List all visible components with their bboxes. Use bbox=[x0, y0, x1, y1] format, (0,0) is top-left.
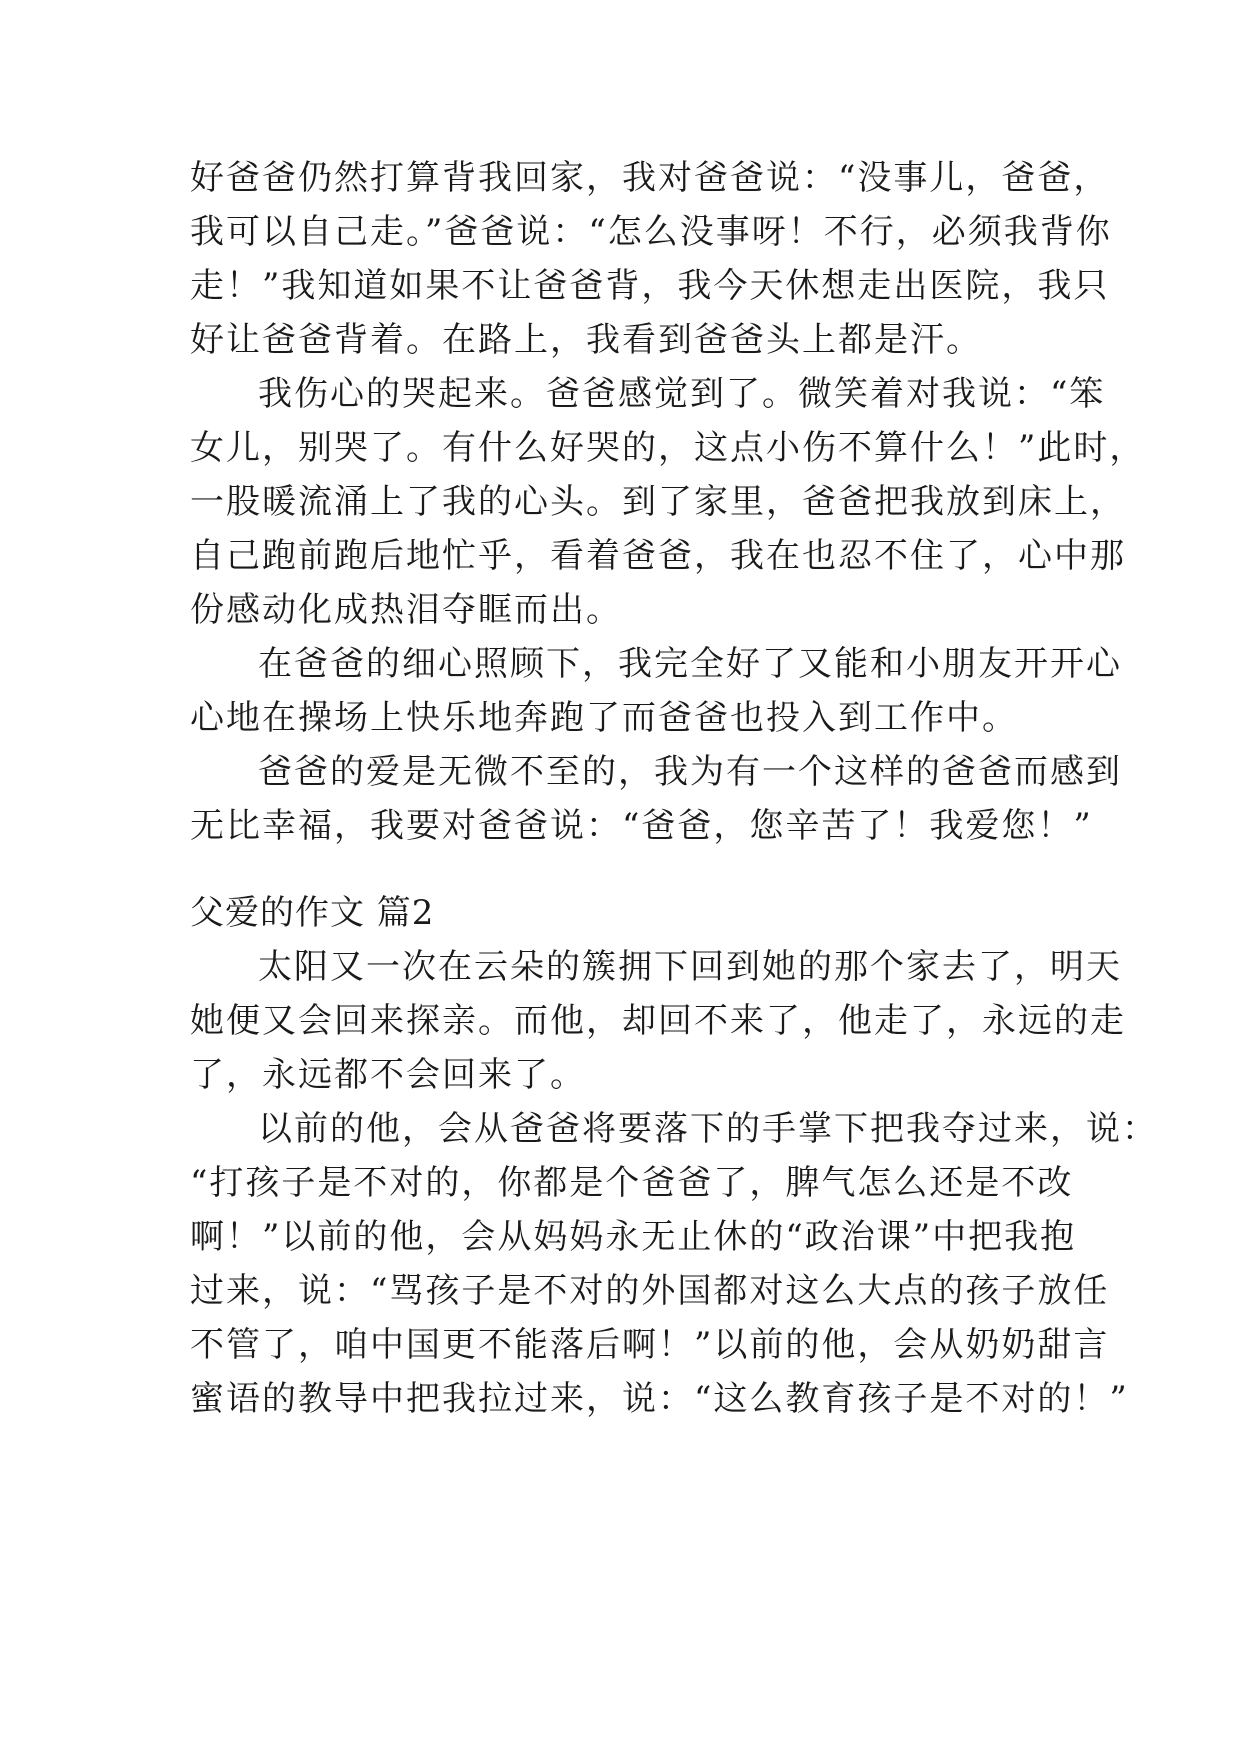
paragraph-line: 我可以自己走。”爸爸说：“怎么没事呀！不行，必须我背你 bbox=[190, 212, 1112, 252]
paragraph-line: 啊！”以前的他，会从妈妈永无止休的“政治课”中把我抱 bbox=[190, 1217, 1077, 1257]
paragraph-line: 了，永远都不会回来了。 bbox=[190, 1055, 586, 1095]
paragraph-line: 心地在操场上快乐地奔跑了而爸爸也投入到工作中。 bbox=[190, 698, 1018, 738]
paragraph-line: 不管了，咱中国更不能落后啊！”以前的他，会从奶奶甜言 bbox=[190, 1325, 1110, 1365]
paragraph-line: 以前的他，会从爸爸将要落下的手掌下把我夺过来，说： bbox=[258, 1109, 1158, 1149]
paragraph-line: 无比幸福，我要对爸爸说：“爸爸，您辛苦了！我爱您！” bbox=[190, 806, 1093, 846]
paragraph-line: 走！”我知道如果不让爸爸背，我今天休想走出医院，我只 bbox=[190, 266, 1110, 306]
section-heading: 父爱的作文 篇2 bbox=[190, 893, 435, 933]
paragraph-line: 好让爸爸背着。在路上，我看到爸爸头上都是汗。 bbox=[190, 320, 982, 360]
paragraph-line: “打孩子是不对的，你都是个爸爸了，脾气怎么还是不改 bbox=[190, 1163, 1074, 1203]
paragraph-line: 她便又会回来探亲。而他，却回不来了，他走了，永远的走 bbox=[190, 1001, 1126, 1041]
paragraph-line: 好爸爸仍然打算背我回家，我对爸爸说：“没事儿，爸爸， bbox=[190, 158, 1110, 198]
paragraph-line: 爸爸的爱是无微不至的，我为有一个这样的爸爸而感到 bbox=[258, 752, 1122, 792]
paragraph-line: 在爸爸的细心照顾下，我完全好了又能和小朋友开开心 bbox=[258, 644, 1122, 684]
paragraph-line: 过来，说：“骂孩子是不对的外国都对这么大点的孩子放任 bbox=[190, 1271, 1110, 1311]
paragraph-line: 一股暖流涌上了我的心头。到了家里，爸爸把我放到床上， bbox=[190, 482, 1126, 522]
paragraph-line: 份感动化成热泪夺眶而出。 bbox=[190, 590, 622, 630]
paragraph-line: 我伤心的哭起来。爸爸感觉到了。微笑着对我说：“笨 bbox=[258, 374, 1106, 414]
paragraph-line: 太阳又一次在云朵的簇拥下回到她的那个家去了，明天 bbox=[258, 947, 1122, 987]
paragraph-line: 女儿，别哭了。有什么好哭的，这点小伤不算什么！”此时， bbox=[190, 428, 1146, 468]
paragraph-line: 自己跑前跑后地忙乎，看着爸爸，我在也忍不住了，心中那 bbox=[190, 536, 1126, 576]
paragraph-line: 蜜语的教导中把我拉过来，说：“这么教育孩子是不对的！” bbox=[190, 1379, 1129, 1419]
